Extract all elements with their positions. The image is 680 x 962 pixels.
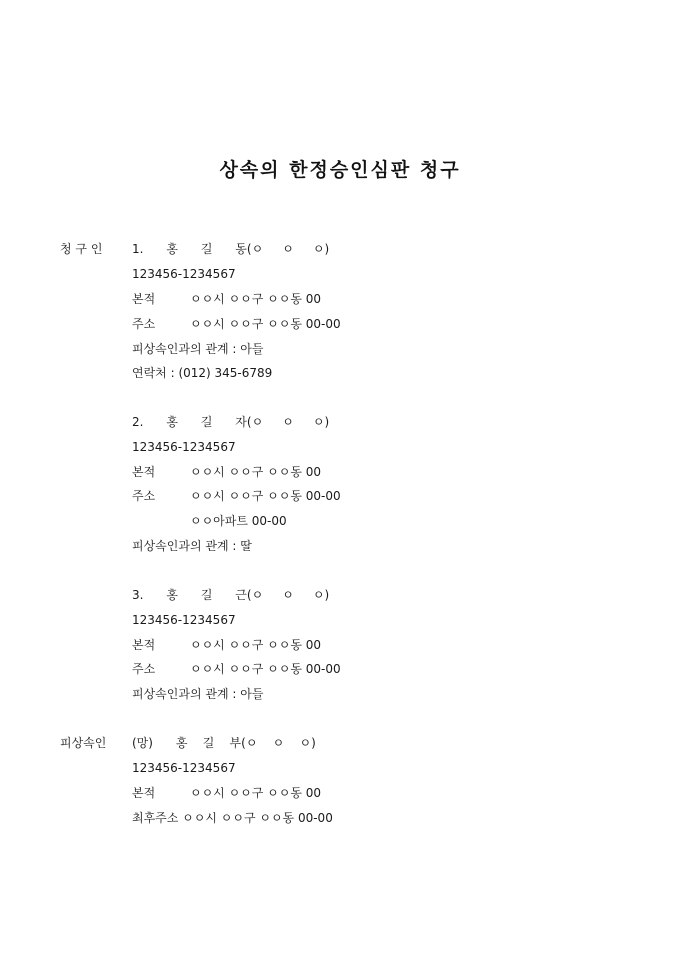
- domicile-label: 본적: [132, 638, 156, 652]
- domicile-value: ㅇㅇ시 ㅇㅇ구 ㅇㅇ동 00: [190, 638, 322, 652]
- claimant-3-name: 3. 홍 길 근(ㅇ ㅇ ㅇ): [132, 588, 330, 602]
- claimant-2-domicile: [132, 465, 321, 479]
- domicile-value: ㅇㅇ시 ㅇㅇ구 ㅇㅇ동 00: [190, 292, 322, 306]
- claimant-2-relation: 피상속인과의 관계 : 딸: [132, 539, 252, 553]
- claimant-3-domicile: [132, 638, 321, 652]
- domicile-label: 본적: [132, 465, 156, 479]
- address-value: ㅇㅇ시 ㅇㅇ구 ㅇㅇ동 00-00: [190, 662, 341, 676]
- claimant-2-address-line-2: ㅇㅇ아파트 00-00: [190, 514, 287, 528]
- claimant-3-relation: 피상속인과의 관계 : 아들: [132, 687, 264, 701]
- domicile-value: ㅇㅇ시 ㅇㅇ구 ㅇㅇ동 00: [190, 786, 322, 800]
- domicile-value: ㅇㅇ시 ㅇㅇ구 ㅇㅇ동 00: [190, 465, 322, 479]
- decedent-domicile: [132, 786, 321, 800]
- domicile-label: 본적: [132, 292, 156, 306]
- claimant-2-name: 2. 홍 길 자(ㅇ ㅇ ㅇ): [132, 415, 330, 429]
- address-label: 주소: [132, 317, 156, 331]
- document-title: 상속의 한정승인심판 청구: [219, 159, 461, 181]
- address-label: 주소: [132, 662, 156, 676]
- domicile-label: 본적: [132, 786, 156, 800]
- claimant-label: 청 구 인: [60, 242, 103, 256]
- decedent-name: (망) 홍 길 부(ㅇ ㅇ ㅇ): [132, 736, 316, 750]
- claimant-1-id: 123456-1234567: [132, 267, 236, 281]
- decedent-id: 123456-1234567: [132, 761, 236, 775]
- claimant-1-name: 1. 홍 길 동(ㅇ ㅇ ㅇ): [132, 242, 330, 256]
- decedent-label: 피상속인: [60, 736, 107, 750]
- claimant-1-relation: 피상속인과의 관계 : 아들: [132, 342, 264, 356]
- address-label: 주소: [132, 489, 156, 503]
- decedent-last-address: 최후주소 ㅇㅇ시 ㅇㅇ구 ㅇㅇ동 00-00: [132, 811, 333, 825]
- claimant-1-address: [132, 317, 341, 331]
- claimant-2-id: 123456-1234567: [132, 440, 236, 454]
- address-value: ㅇㅇ시 ㅇㅇ구 ㅇㅇ동 00-00: [190, 489, 341, 503]
- claimant-2-address: [132, 489, 341, 503]
- address-value: ㅇㅇ시 ㅇㅇ구 ㅇㅇ동 00-00: [190, 317, 341, 331]
- claimant-3-address: [132, 662, 341, 676]
- claimant-1-domicile: [132, 292, 321, 306]
- claimant-1-contact: 연락처 : (012) 345-6789: [132, 366, 273, 380]
- claimant-3-id: 123456-1234567: [132, 613, 236, 627]
